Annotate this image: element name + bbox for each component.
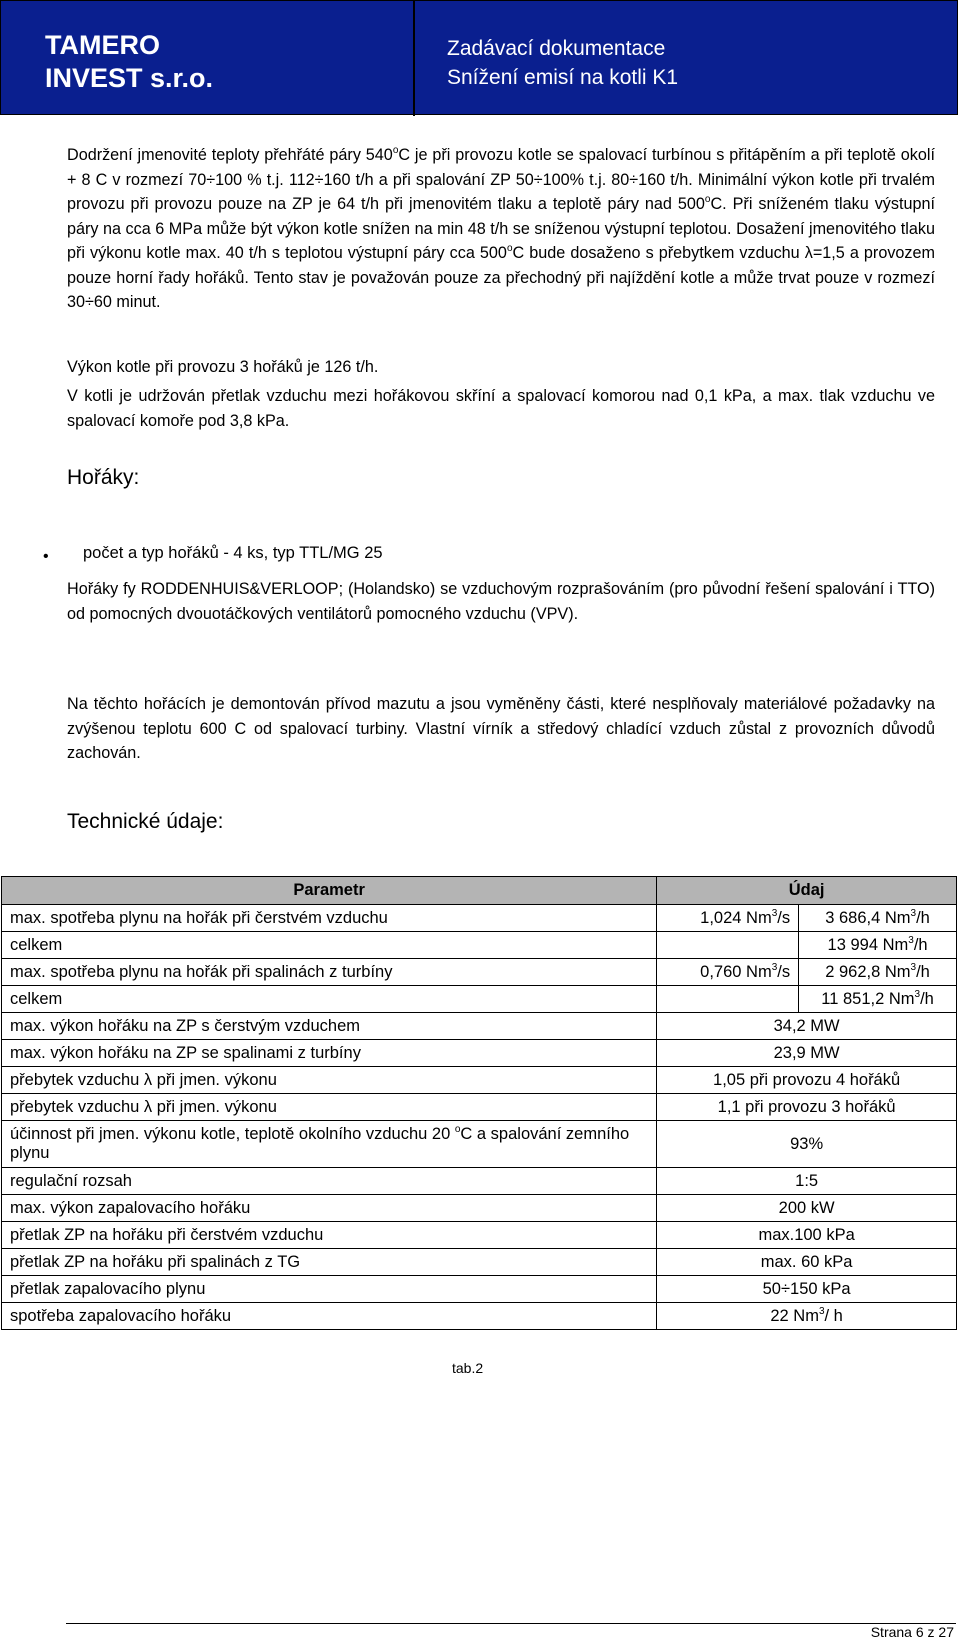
param-cell: spotřeba zapalovacího hořáku [2, 1303, 657, 1330]
param-cell: přebytek vzduchu λ při jmen. výkonu [2, 1067, 657, 1094]
intro-paragraph [67, 143, 935, 315]
param-cell: celkem [2, 932, 657, 959]
value-cell: 2 962,8 Nm$^3$/h [799, 959, 957, 986]
column-header-value: Údaj [657, 877, 957, 905]
table-row [2, 1067, 957, 1094]
param-cell: účinnost při jmen. výkonu kotle, teplotě okolního vzduchu 20 $^o$C a spalování zemního plynu [2, 1121, 657, 1168]
page-header [0, 0, 958, 115]
table-caption: tab.2 [452, 1360, 484, 1376]
table-row [2, 932, 957, 959]
value-cell: 200 kW [657, 1195, 957, 1222]
table-row [2, 1222, 957, 1249]
intro-text-d: C bude dosaženo s přebytkem vzduchu λ=1,5 a provozem pouze horní řady hořáků. Tento stav je považován pouze za přechodný při najíždění kotle a může trvat pouze v rozmezí 30÷60 minut. [67, 244, 935, 311]
document-title-line-1: Zadávací dokumentace [447, 37, 666, 60]
degree-sup: o [704, 194, 711, 205]
value-cell: 1,1 při provozu 3 hořáků [657, 1094, 957, 1121]
intro-text-b: C je při provozu kotle se spalovací turbínou s přitápěním a při teplotě okolí + 8 C v rozmezí 70÷100 % t.j. 112÷160 t/h a při spalování ZP 50÷100% t.j. 80÷160 t/h. Minimální výkon kotle při trvalém provozu při provozu pouze na ZP je 64 t/h při jmenovitém tlaku a teplotě páry nad 500 [67, 146, 935, 213]
value-cell: 11 851,2 Nm$^3$/h [799, 986, 957, 1013]
page-number: Strana 6 z 27 [870, 1624, 954, 1640]
value-cell: 23,9 MW [657, 1040, 957, 1067]
value-cell: 34,2 MW [657, 1013, 957, 1040]
value-cell: 3 686,4 Nm$^3$/h [799, 905, 957, 932]
table-row [2, 986, 957, 1013]
value-cell: 1,024 Nm$^3$/s [657, 905, 799, 932]
company-name [45, 29, 213, 95]
technical-heading: Technické údaje: [67, 810, 224, 833]
param-cell: max. spotřeba plynu na hořák při spalinách z turbíny [2, 959, 657, 986]
table-row [2, 1168, 957, 1195]
param-cell: max. výkon zapalovacího hořáku [2, 1195, 657, 1222]
table-row [2, 905, 957, 932]
param-cell: max. spotřeba plynu na hořák při čerstvém vzduchu [2, 905, 657, 932]
intro-text-c: C. Při sníženém tlaku výstupní páry na cca 6 MPa může být výkon kotle snížen na min 48 t/h se sníženou výstupní teplotou. Dosažení jmenovitého tlaku při výkonu kotle max. 40 t/h s teplotou výstupní páry cca 500 [67, 195, 935, 262]
param-cell: max. výkon hořáku na ZP s čerstvým vzduchem [2, 1013, 657, 1040]
degree-sup: o [506, 243, 513, 254]
column-header-parameter: Parametr [2, 877, 657, 905]
table-row [2, 959, 957, 986]
table-row [2, 1040, 957, 1067]
intro-paragraph-2: Výkon kotle při provozu 3 hořáků je 126 t/h. [67, 358, 379, 376]
table-row [2, 1276, 957, 1303]
table-row [2, 1303, 957, 1330]
empty-cell [657, 986, 799, 1013]
value-cell: 1,05 při provozu 4 hořáků [657, 1067, 957, 1094]
param-cell: regulační rozsah [2, 1168, 657, 1195]
value-cell: max. 60 kPa [657, 1249, 957, 1276]
empty-cell [657, 932, 799, 959]
burner-count-item: počet a typ hořáků - 4 ks, typ TTL/MG 25 [83, 544, 383, 562]
burners-paragraph-1: Hořáky fy RODDENHUIS&VERLOOP; (Holandsko) se vzduchovým rozprašováním (pro původní řešení spalování i TTO) od pomocných dvouotáčkových ventilátorů pomocného vzduchu (VPV). [67, 580, 935, 623]
value-cell: 50÷150 kPa [657, 1276, 957, 1303]
value-cell: max.100 kPa [657, 1222, 957, 1249]
burners-paragraph-2: Na těchto hořácích je demontován přívod mazutu a jsou vyměněny části, které nesplňovaly materiálové požadavky na zvýšenou teplotu 600 C od spalovací turbiny. Vlastní vírník a středový chladící vzduch zůstal z provozních důvodů zachován. [67, 695, 935, 762]
value-cell: 0,760 Nm$^3$/s [657, 959, 799, 986]
intro-text-a: Dodržení jmenovité teploty přehřáté páry 540 [67, 146, 393, 164]
table-row [2, 1013, 957, 1040]
document-title-line-2: Snížení emisí na kotli K1 [447, 66, 679, 89]
param-cell: přetlak ZP na hořáku při spalinách z TG [2, 1249, 657, 1276]
param-cell: přetlak ZP na hořáku při čerstvém vzduchu [2, 1222, 657, 1249]
bullet-icon: • [43, 548, 49, 565]
param-cell: celkem [2, 986, 657, 1013]
footer-divider [66, 1623, 956, 1624]
technical-data-table [1, 876, 957, 1330]
intro-paragraph-3: V kotli je udržován přetlak vzduchu mezi hořákovou skříní a spalovací komorou nad 0,1 kPa, a max. tlak vzduchu ve spalovací komoře pod 3,8 kPa. [67, 387, 935, 430]
table-header-row [2, 877, 957, 905]
table-row [2, 1249, 957, 1276]
table-row [2, 1094, 957, 1121]
document-title [447, 34, 678, 92]
table-row [2, 1121, 957, 1168]
value-cell: 22 Nm$^3$/ h [657, 1303, 957, 1330]
value-cell: 1:5 [657, 1168, 957, 1195]
company-line-1: TAMERO [45, 30, 160, 60]
param-cell: přetlak zapalovacího plynu [2, 1276, 657, 1303]
table-row [2, 1195, 957, 1222]
degree-sup: o [392, 145, 399, 156]
value-cell: 93% [657, 1121, 957, 1168]
header-divider [413, 1, 415, 116]
burners-heading: Hořáky: [67, 466, 140, 489]
param-cell: přebytek vzduchu λ při jmen. výkonu [2, 1094, 657, 1121]
value-cell: 13 994 Nm$^3$/h [799, 932, 957, 959]
company-line-2: INVEST s.r.o. [45, 63, 214, 93]
param-cell: max. výkon hořáku na ZP se spalinami z turbíny [2, 1040, 657, 1067]
